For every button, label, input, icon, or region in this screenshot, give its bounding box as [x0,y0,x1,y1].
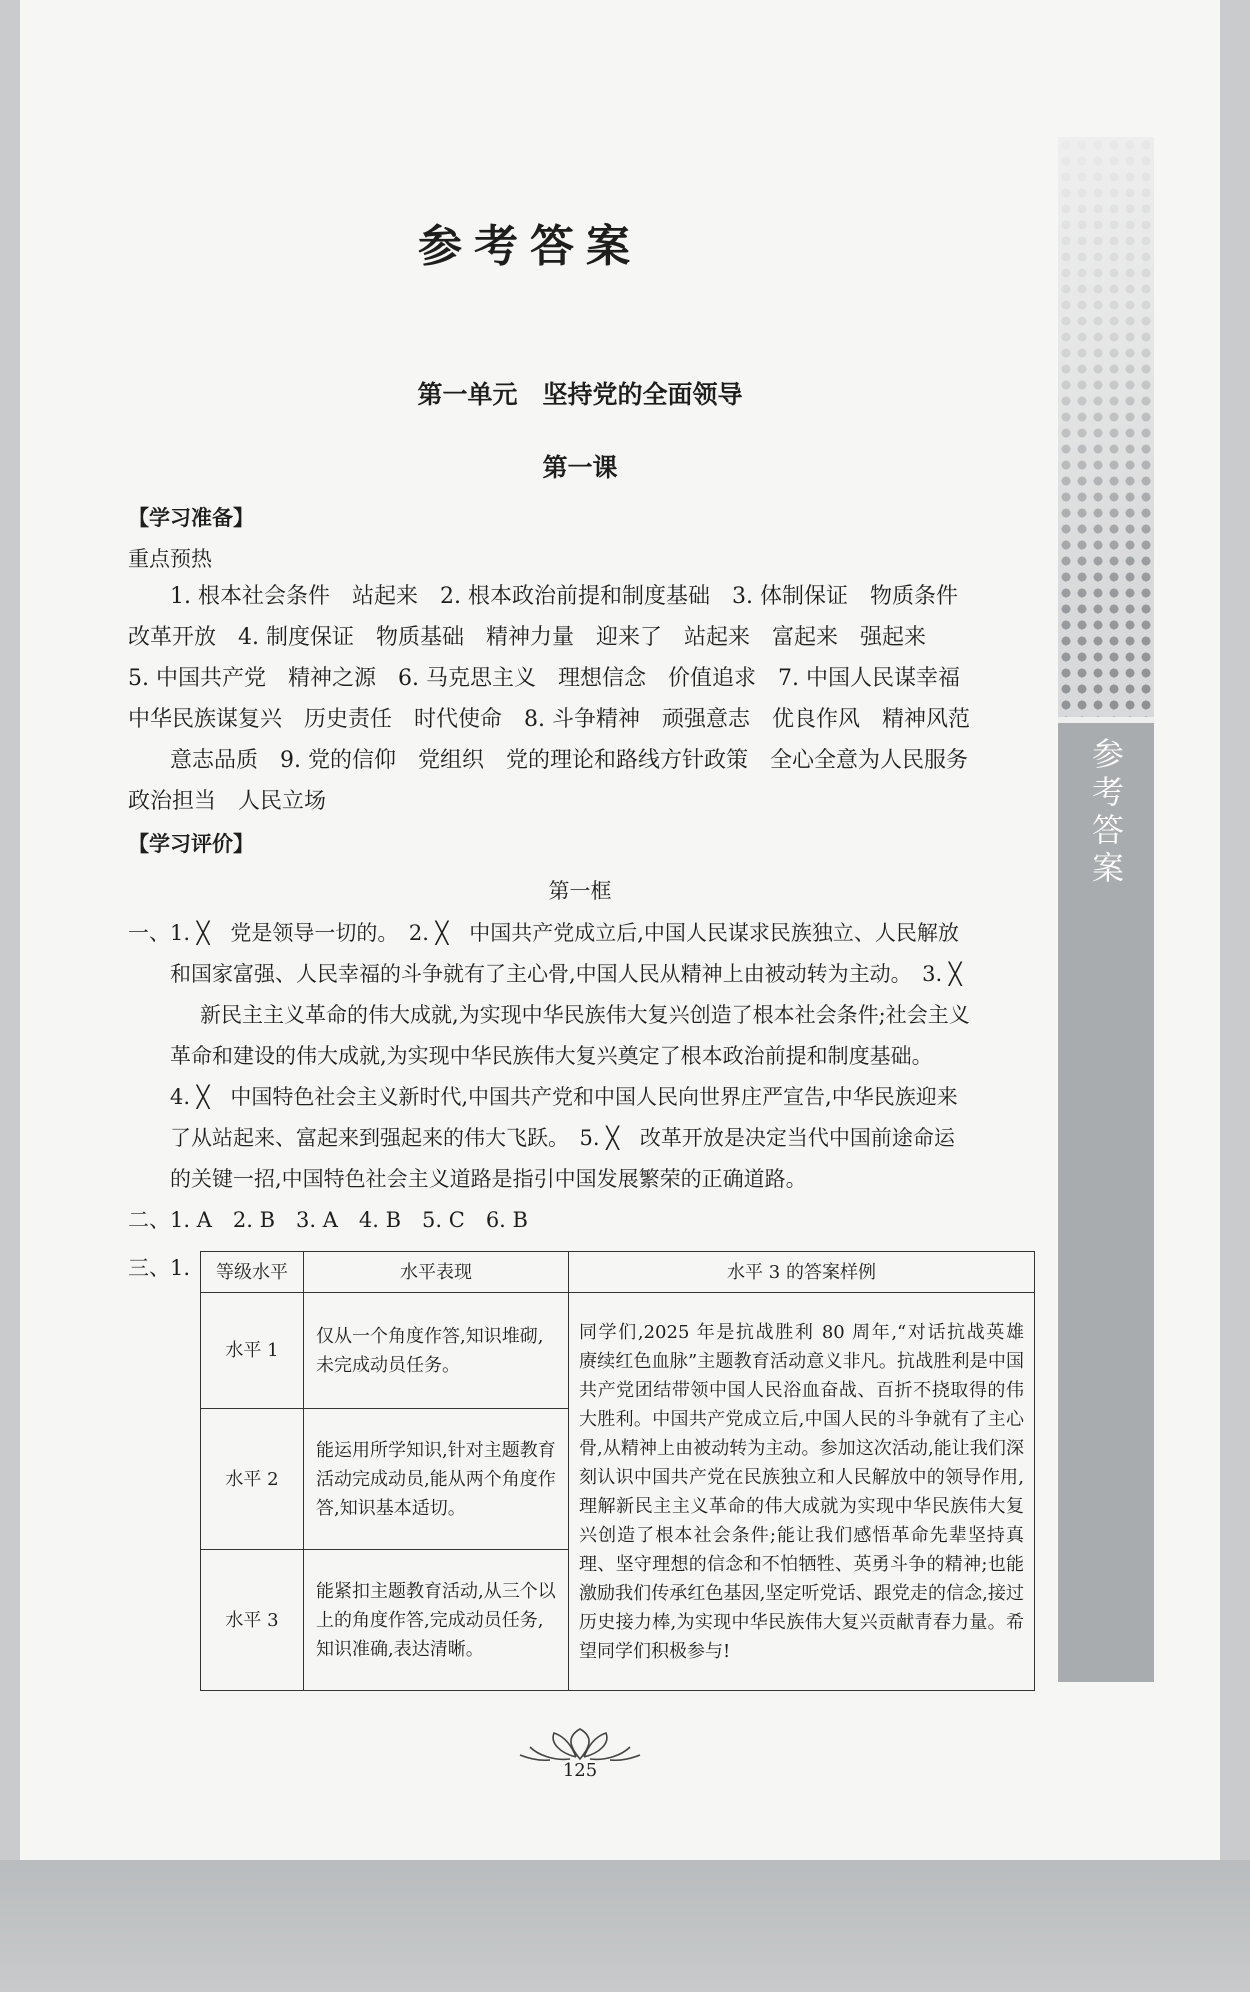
answer-line: 了从站起来、富起来到强起来的伟大飞跃。 5. ╳ 改革开放是决定当代中国前途命运 [170,1126,955,1150]
floral-ornament-icon [510,1725,650,1765]
part2-answers [128,1200,1048,1241]
part3-label: 三、1. [128,1256,191,1280]
table-header-row [201,1252,1035,1293]
level-cell: 水平 2 [201,1409,304,1550]
sample-answer-cell: 同学们,2025 年是抗战胜利 80 周年,“对话抗战英雄 赓续红色血脉”主题教育活动意义非凡。抗战胜利是中国共产党团结带领中国人民浴血奋战、百折不挠取得的伟大胜利。中国共产党成立后,中国人民的斗争就有了主心骨,从精神上由被动转为主动。参加这次活动,能让我们深刻认识中国共产党在民族独立和人民解放中的领导作用,理解新民主主义革命的伟大成就为实现中华民族伟大复兴创造了根本社会条件;能让我们感悟革命先辈坚持真理、坚守理想的信念和不怕牺牲、英勇斗争的精神;也能激励我们传承红色基因,坚定听党话、跟党走的信念,接过历史接力棒,为实现中华民族伟大复兴贡献青春力量。希望同学们积极参与! [569,1293,1035,1691]
part1-answers [128,913,1048,1200]
warmup-line: 1. 根本社会条件 站起来 2. 根本政治前提和制度基础 3. 体制保证 物质条件 [170,584,958,609]
table-header-cell: 等级水平 [201,1252,304,1293]
page-number: 125 [562,1760,598,1781]
frame-title: 第一框 [548,879,612,903]
warmup-answers [128,576,1048,822]
page-title: 参考答案 [418,221,642,272]
table-header-cell: 水平表现 [304,1252,569,1293]
warmup-line: 意志品质 9. 党的信仰 党组织 党的理论和路线方针政策 全心全意为人民服务 [170,748,968,773]
warmup-label: 重点预热 [128,547,212,571]
rubric-table [200,1251,1042,1691]
unit-title: 第一单元 坚持党的全面领导 [417,380,743,409]
answer-line: 4. ╳ 中国特色社会主义新时代,中国共产党和中国人民向世界庄严宣告,中华民族迎来 [170,1085,958,1109]
side-tab [1058,137,1154,1682]
answer-line: 一、1. ╳ 党是领导一切的。 2. ╳ 中国共产党成立后,中国人民谋求民族独立、人民解放 [128,921,959,945]
warmup-line: 改革开放 4. 制度保证 物质基础 精神力量 迎来了 站起来 富起来 强起来 [128,625,926,650]
table-row [201,1293,1035,1409]
side-tab-label: 参考答案 [1087,737,1125,889]
lesson-title: 第一课 [542,453,618,482]
level-cell: 水平 1 [201,1293,304,1409]
side-tab-dot-fade [1058,137,1154,717]
table-header-cell: 水平 3 的答案样例 [569,1252,1035,1293]
study-prep-label: 【学习准备】 [128,506,254,530]
answer-line: 的关键一招,中国特色社会主义道路是指引中国发展繁荣的正确道路。 [170,1167,807,1191]
answer-line: 革命和建设的伟大成就,为实现中华民族伟大复兴奠定了根本政治前提和制度基础。 [170,1044,933,1068]
warmup-line: 中华民族谋复兴 历史责任 时代使命 8. 斗争精神 顽强意志 优良作风 精神风范 [128,707,970,732]
bottom-margin-band [0,1860,1250,1992]
performance-cell: 能紧扣主题教育活动,从三个以上的角度作答,完成动员任务,知识准确,表达清晰。 [304,1550,569,1691]
level-cell: 水平 3 [201,1550,304,1691]
answer-line: 和国家富强、人民幸福的斗争就有了主心骨,中国人民从精神上由被动转为主动。 3. ╳ [170,962,962,986]
warmup-line: 政治担当 人民立场 [128,789,327,814]
performance-cell: 能运用所学知识,针对主题教育活动完成动员,能从两个角度作答,知识基本适切。 [304,1409,569,1550]
performance-cell: 仅从一个角度作答,知识堆砌,未完成动员任务。 [304,1293,569,1409]
side-tab-separator [1058,717,1154,723]
warmup-line: 5. 中国共产党 精神之源 6. 马克思主义 理想信念 价值追求 7. 中国人民谋幸福 [128,666,960,691]
answer-line: 二、1. A 2. B 3. A 4. B 5. C 6. B [128,1208,528,1232]
evaluation-label: 【学习评价】 [128,832,254,856]
answer-line: 新民主主义革命的伟大成就,为实现中华民族伟大复兴创造了根本社会条件;社会主义 [200,1003,970,1027]
